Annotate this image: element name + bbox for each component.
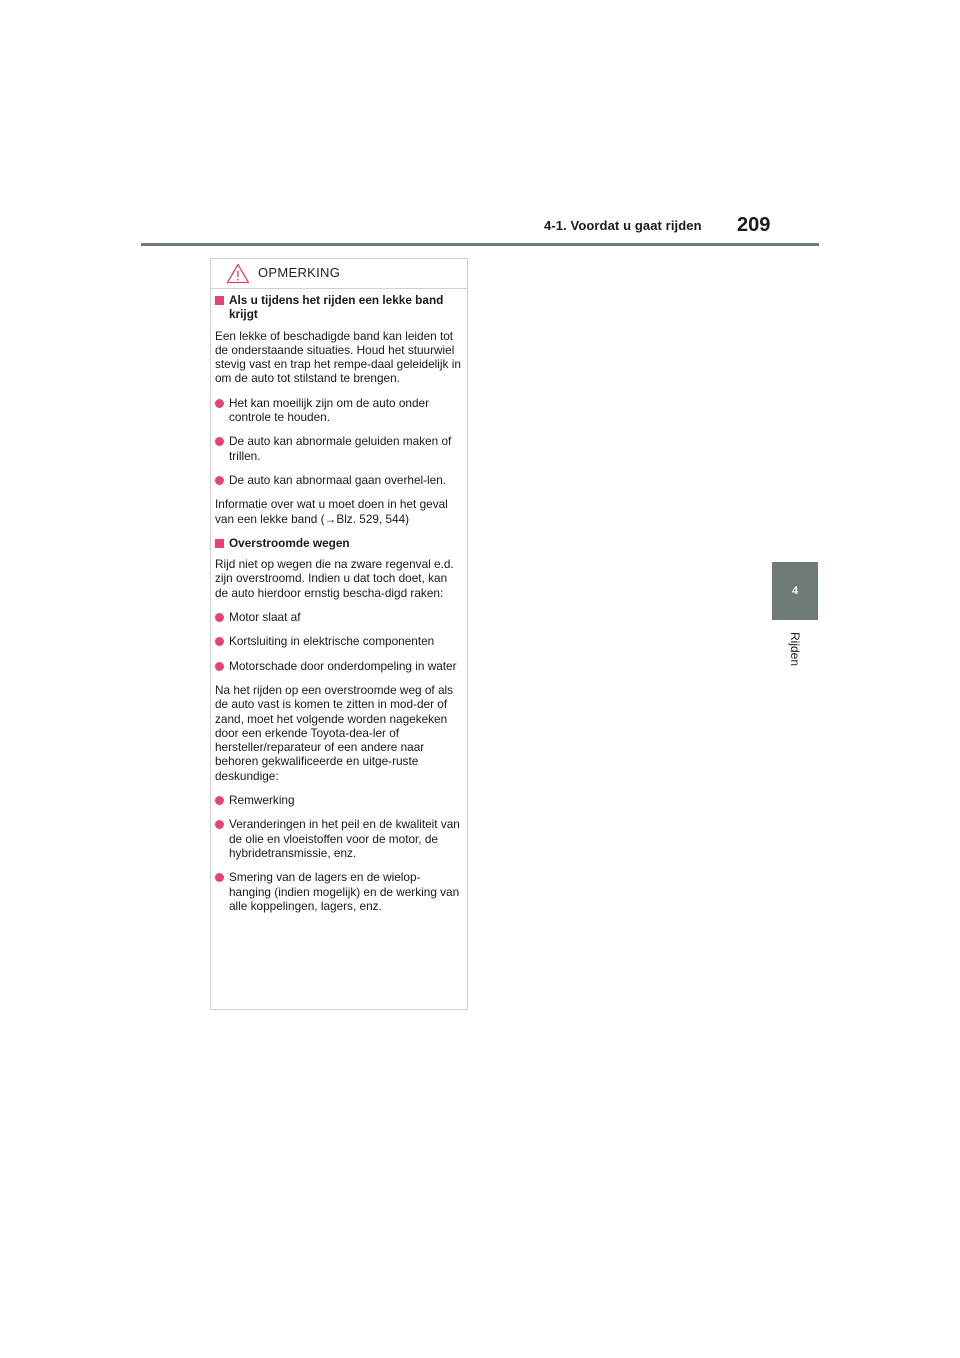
list-item bbox=[215, 634, 461, 648]
list-item bbox=[215, 817, 461, 860]
page-number: 209 bbox=[737, 214, 771, 236]
round-bullet-icon bbox=[215, 796, 224, 805]
square-bullet-icon bbox=[215, 296, 224, 305]
notice-title: OPMERKING bbox=[258, 265, 341, 280]
list-item-text: Motor slaat af bbox=[229, 610, 301, 625]
round-bullet-icon bbox=[215, 873, 224, 882]
paragraph: Rijd niet op wegen die na zware regenval e.d. zijn overstroomd. Indien u dat toch doet, kan de auto hierdoor ernstig bescha-digd raken: bbox=[215, 557, 454, 600]
round-bullet-icon bbox=[215, 476, 224, 485]
list-item-text: Kortsluiting in elektrische componenten bbox=[229, 634, 435, 649]
list-item bbox=[215, 473, 461, 487]
list-item bbox=[215, 434, 461, 463]
section-title: 4-1. Voordat u gaat rijden bbox=[544, 218, 702, 233]
round-bullet-icon bbox=[215, 662, 224, 671]
section-heading-flat-tire bbox=[215, 293, 461, 322]
page-reference[interactable]: Informatie over wat u moet doen in het geval van een lekke band (→Blz. 529, 544) bbox=[215, 497, 448, 526]
chapter-label: Rijden bbox=[788, 632, 802, 667]
paragraph: Na het rijden op een overstroomde weg of als de auto vast is komen te zitten in mod-der of zand, moet het volgende worden nagekeken door een erkende Toyota-dea-ler of hersteller/reparateur of een andere naar behoren gekwalificeerde en uitge-ruste deskundige: bbox=[215, 682, 454, 783]
list-item-text: Het kan moeilijk zijn om de auto onder controle te houden. bbox=[229, 395, 429, 425]
section-heading-flooded-roads bbox=[215, 536, 461, 550]
list-item bbox=[215, 610, 461, 624]
list-item-text: Remwerking bbox=[229, 793, 295, 808]
heading-text: Overstroomde wegen bbox=[229, 535, 350, 550]
list-item-text: Smering van de lagers en de wielop-hanging (indien mogelijk) en de werking van alle koppelingen, lagers, enz. bbox=[229, 870, 460, 913]
round-bullet-icon bbox=[215, 613, 224, 622]
notice-box bbox=[210, 258, 468, 1010]
list-item-text: Motorschade door onderdompeling in water bbox=[229, 658, 457, 673]
round-bullet-icon bbox=[215, 637, 224, 646]
heading-text: Als u tijdens het rijden een lekke band krijgt bbox=[229, 293, 444, 322]
list-item bbox=[215, 793, 461, 807]
chapter-tab[interactable] bbox=[772, 562, 818, 620]
list-item bbox=[215, 396, 461, 425]
header-divider bbox=[141, 243, 819, 246]
round-bullet-icon bbox=[215, 437, 224, 446]
list-item-text: De auto kan abnormaal gaan overhel-len. bbox=[229, 472, 447, 487]
list-item bbox=[215, 870, 461, 913]
notice-header bbox=[211, 259, 467, 289]
list-item bbox=[215, 659, 461, 673]
warning-triangle-icon bbox=[226, 263, 250, 284]
list-item-text: Veranderingen in het peil en de kwaliteit van de olie en vloeistoffen voor de motor, de hybridetransmissie, enz. bbox=[229, 817, 460, 860]
paragraph: Een lekke of beschadigde band kan leiden tot de onderstaande situaties. Houd het stuurwiel stevig vast en trap het rempe-daal geleidelijk in om de auto tot stilstand te brengen. bbox=[215, 328, 461, 386]
round-bullet-icon bbox=[215, 399, 224, 408]
notice-body bbox=[211, 289, 467, 913]
list-item-text: De auto kan abnormale geluiden maken of trillen. bbox=[229, 434, 452, 463]
chapter-number: 4 bbox=[791, 585, 799, 597]
square-bullet-icon bbox=[215, 539, 224, 548]
round-bullet-icon bbox=[215, 820, 224, 829]
